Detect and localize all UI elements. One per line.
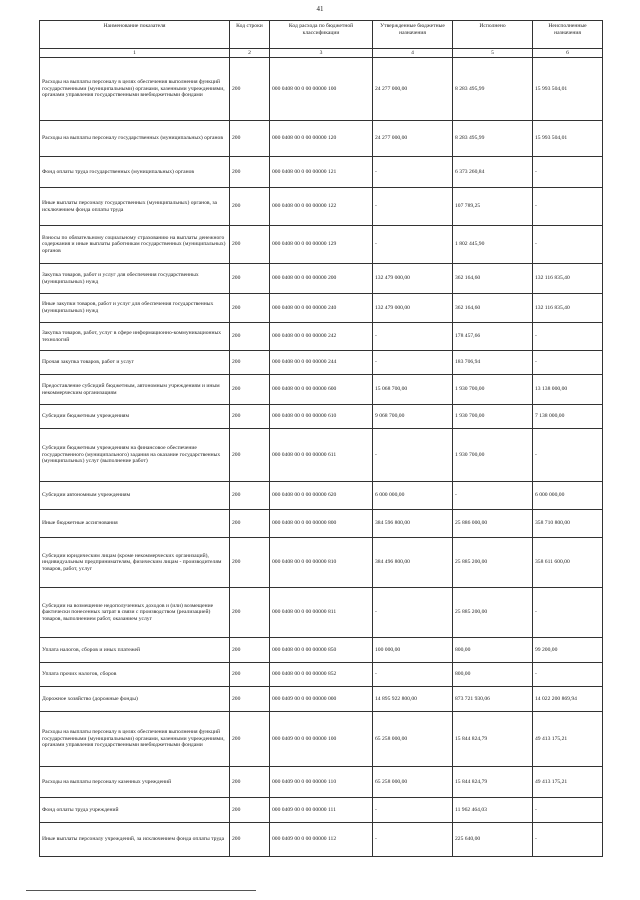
approved-value: -: [373, 323, 453, 351]
line-code: 200: [230, 121, 270, 157]
column-number: 5: [453, 49, 533, 58]
unexecuted-value: -: [533, 663, 603, 687]
executed-value: 11 962 464,03: [453, 798, 533, 823]
approved-value: 384 596 800,00: [373, 510, 453, 538]
approved-value: -: [373, 663, 453, 687]
unexecuted-value: 132 116 835,40: [533, 294, 603, 323]
table-row: [40, 482, 603, 510]
approved-value: 132 479 000,00: [373, 264, 453, 294]
executed-value: 107 789,25: [453, 188, 533, 226]
line-code: 200: [230, 375, 270, 405]
indicator-name: Субсидии бюджетным учреждениям: [40, 405, 230, 429]
executed-value: 362 164,60: [453, 264, 533, 294]
column-number: 2: [230, 49, 270, 58]
approved-value: -: [373, 429, 453, 482]
header-unexecuted: Неисполненные назначения: [533, 21, 603, 49]
indicator-name: Иные бюджетные ассигнования: [40, 510, 230, 538]
indicator-name: Расходы на выплаты персоналу государственных (муниципальных) органов: [40, 121, 230, 157]
expense-code: 000 0408 00 0 00 00000 240: [270, 294, 373, 323]
approved-value: -: [373, 188, 453, 226]
executed-value: 362 164,60: [453, 294, 533, 323]
expense-code: 000 0408 00 0 00 00000 129: [270, 226, 373, 264]
approved-value: 65 258 000,00: [373, 767, 453, 798]
indicator-name: Субсидии автономным учреждениям: [40, 482, 230, 510]
expense-code: 000 0408 00 0 00 00000 610: [270, 405, 373, 429]
line-code: 200: [230, 823, 270, 857]
line-code: 200: [230, 798, 270, 823]
executed-value: 8 283 495,99: [453, 58, 533, 121]
expense-code: 000 0408 00 0 00 00000 811: [270, 588, 373, 638]
unexecuted-value: 49 413 175,21: [533, 767, 603, 798]
approved-value: -: [373, 798, 453, 823]
indicator-name: Взносы по обязательному социальному страхованию на выплаты денежного содержания и иные выплаты работникам государственных (муниципальных) органов: [40, 226, 230, 264]
column-number-row: [40, 49, 603, 58]
table-row: [40, 405, 603, 429]
table-row: [40, 58, 603, 121]
executed-value: 183 706,94: [453, 351, 533, 375]
header-approved: Утвержденные бюджетные назначения: [373, 21, 453, 49]
indicator-name: Фонд оплаты труда учреждений: [40, 798, 230, 823]
expense-code: 000 0409 00 0 00 00000 000: [270, 687, 373, 712]
column-number: 1: [40, 49, 230, 58]
unexecuted-value: 358 611 600,00: [533, 538, 603, 588]
approved-value: 14 895 922 800,00: [373, 687, 453, 712]
bottom-rule: [26, 890, 256, 891]
executed-value: 25 885 200,00: [453, 588, 533, 638]
table-row: [40, 510, 603, 538]
table-row: [40, 588, 603, 638]
column-number: 4: [373, 49, 453, 58]
executed-value: 15 844 824,79: [453, 712, 533, 767]
executed-value: 25 886 000,00: [453, 510, 533, 538]
unexecuted-value: -: [533, 588, 603, 638]
executed-value: 1 930 700,00: [453, 405, 533, 429]
line-code: 200: [230, 58, 270, 121]
unexecuted-value: -: [533, 823, 603, 857]
executed-value: 225 640,00: [453, 823, 533, 857]
executed-value: 178 457,66: [453, 323, 533, 351]
expense-code: 000 0409 00 0 00 00000 112: [270, 823, 373, 857]
line-code: 200: [230, 538, 270, 588]
indicator-name: Дорожное хозяйство (дорожные фонды): [40, 687, 230, 712]
approved-value: -: [373, 588, 453, 638]
unexecuted-value: -: [533, 188, 603, 226]
table-row: [40, 429, 603, 482]
indicator-name: Иные выплаты персоналу учреждений, за исключением фонда оплаты труда: [40, 823, 230, 857]
indicator-name: Закупка товаров, работ и услуг для обеспечения государственных (муниципальных) нужд: [40, 264, 230, 294]
unexecuted-value: 49 413 175,21: [533, 712, 603, 767]
line-code: 200: [230, 405, 270, 429]
column-number: 3: [270, 49, 373, 58]
table-row: [40, 121, 603, 157]
executed-value: 873 721 930,06: [453, 687, 533, 712]
unexecuted-value: 14 022 200 869,94: [533, 687, 603, 712]
line-code: 200: [230, 588, 270, 638]
line-code: 200: [230, 264, 270, 294]
indicator-name: Прочая закупка товаров, работ и услуг: [40, 351, 230, 375]
table-row: [40, 294, 603, 323]
expense-code: 000 0408 00 0 00 00000 620: [270, 482, 373, 510]
table-row: [40, 823, 603, 857]
table-row: [40, 687, 603, 712]
unexecuted-value: -: [533, 323, 603, 351]
line-code: 200: [230, 663, 270, 687]
table-row: [40, 767, 603, 798]
expense-code: 000 0408 00 0 00 00000 120: [270, 121, 373, 157]
executed-value: 800,00: [453, 638, 533, 663]
line-code: 200: [230, 638, 270, 663]
line-code: 200: [230, 712, 270, 767]
line-code: 200: [230, 510, 270, 538]
approved-value: 384 496 800,00: [373, 538, 453, 588]
unexecuted-value: -: [533, 429, 603, 482]
table-row: [40, 323, 603, 351]
indicator-name: Субсидии бюджетным учреждениям на финансовое обеспечение государственного (муниципального) задания на оказание государственных (муниципальных) услуг (выполнение работ): [40, 429, 230, 482]
indicator-name: Иные выплаты персоналу государственных (муниципальных) органов, за исключением фонда оплаты труда: [40, 188, 230, 226]
expense-code: 000 0408 00 0 00 00000 121: [270, 157, 373, 188]
expense-code: 000 0408 00 0 00 00000 600: [270, 375, 373, 405]
unexecuted-value: 99 200,00: [533, 638, 603, 663]
indicator-name: Расходы на выплаты персоналу в целях обеспечения выполнения функций государственными (муниципальными) органами, казенными учреждениями, органами управления государственными внебюджетными фондами: [40, 58, 230, 121]
executed-value: 25 885 200,00: [453, 538, 533, 588]
indicator-name: Закупка товаров, работ, услуг в сфере информационно-коммуникационных технологий: [40, 323, 230, 351]
line-code: 200: [230, 351, 270, 375]
executed-value: 1 930 700,00: [453, 429, 533, 482]
approved-value: 6 000 000,00: [373, 482, 453, 510]
header-executed: Исполнено: [453, 21, 533, 49]
header-indicator-name: Наименование показателя: [40, 21, 230, 49]
line-code: 200: [230, 687, 270, 712]
expense-code: 000 0408 00 0 00 00000 100: [270, 58, 373, 121]
approved-value: -: [373, 226, 453, 264]
unexecuted-value: 13 138 000,00: [533, 375, 603, 405]
executed-value: 800,00: [453, 663, 533, 687]
approved-value: 15 068 700,00: [373, 375, 453, 405]
line-code: 200: [230, 482, 270, 510]
unexecuted-value: 15 993 504,01: [533, 121, 603, 157]
unexecuted-value: 6 000 000,00: [533, 482, 603, 510]
table-row: [40, 538, 603, 588]
indicator-name: Уплата налогов, сборов и иных платежей: [40, 638, 230, 663]
executed-value: -: [453, 482, 533, 510]
executed-value: 8 283 495,99: [453, 121, 533, 157]
approved-value: 100 000,00: [373, 638, 453, 663]
table-row: [40, 351, 603, 375]
table-row: [40, 226, 603, 264]
approved-value: 65 258 000,00: [373, 712, 453, 767]
expense-code: 000 0408 00 0 00 00000 810: [270, 538, 373, 588]
unexecuted-value: -: [533, 226, 603, 264]
approved-value: -: [373, 157, 453, 188]
line-code: 200: [230, 767, 270, 798]
expense-code: 000 0408 00 0 00 00000 244: [270, 351, 373, 375]
approved-value: 9 068 700,00: [373, 405, 453, 429]
budget-execution-table: [39, 20, 603, 857]
expense-code: 000 0408 00 0 00 00000 852: [270, 663, 373, 687]
unexecuted-value: -: [533, 351, 603, 375]
unexecuted-value: -: [533, 157, 603, 188]
expense-code: 000 0408 00 0 00 00000 242: [270, 323, 373, 351]
approved-value: -: [373, 823, 453, 857]
indicator-name: Субсидии юридическим лицам (кроме некоммерческих организаций), индивидуальным предпринимателям, физическим лицам - производителям товаров, работ, услуг: [40, 538, 230, 588]
table-row: [40, 157, 603, 188]
header-expense-code: Код расхода по бюджетной классификации: [270, 21, 373, 49]
unexecuted-value: 7 138 000,00: [533, 405, 603, 429]
approved-value: -: [373, 351, 453, 375]
table-row: [40, 188, 603, 226]
executed-value: 15 844 824,79: [453, 767, 533, 798]
expense-code: 000 0408 00 0 00 00000 800: [270, 510, 373, 538]
line-code: 200: [230, 157, 270, 188]
indicator-name: Фонд оплаты труда государственных (муниципальных) органов: [40, 157, 230, 188]
line-code: 200: [230, 429, 270, 482]
table-row: [40, 712, 603, 767]
expense-code: 000 0409 00 0 00 00000 110: [270, 767, 373, 798]
table-row: [40, 663, 603, 687]
expense-code: 000 0409 00 0 00 00000 111: [270, 798, 373, 823]
approved-value: 24 277 000,00: [373, 58, 453, 121]
executed-value: 1 802 445,90: [453, 226, 533, 264]
header-line-code: Код строки: [230, 21, 270, 49]
unexecuted-value: -: [533, 798, 603, 823]
table-row: [40, 798, 603, 823]
approved-value: 132 479 000,00: [373, 294, 453, 323]
table-row: [40, 638, 603, 663]
line-code: 200: [230, 323, 270, 351]
indicator-name: Субсидии на возмещение недополученных доходов и (или) возмещение фактически понесенных затрат в связи с производством (реализацией) товаров, выполнением работ, оказанием услуг: [40, 588, 230, 638]
indicator-name: Уплата прочих налогов, сборов: [40, 663, 230, 687]
line-code: 200: [230, 188, 270, 226]
expense-code: 000 0408 00 0 00 00000 122: [270, 188, 373, 226]
page-number: 41: [316, 5, 324, 13]
expense-code: 000 0409 00 0 00 00000 100: [270, 712, 373, 767]
approved-value: 24 277 000,00: [373, 121, 453, 157]
expense-code: 000 0408 00 0 00 00000 850: [270, 638, 373, 663]
expense-code: 000 0408 00 0 00 00000 200: [270, 264, 373, 294]
line-code: 200: [230, 226, 270, 264]
indicator-name: Расходы на выплаты персоналу в целях обеспечения выполнения функций государственными (муниципальными) органами, казенными учреждениями, органами управления государственными внебюджетными фондами: [40, 712, 230, 767]
table-row: [40, 375, 603, 405]
indicator-name: Иные закупки товаров, работ и услуг для обеспечения государственных (муниципальных) нужд: [40, 294, 230, 323]
indicator-name: Расходы на выплаты персоналу казенных учреждений: [40, 767, 230, 798]
column-number: 6: [533, 49, 603, 58]
executed-value: 1 930 700,00: [453, 375, 533, 405]
table-row: [40, 264, 603, 294]
executed-value: 6 373 260,84: [453, 157, 533, 188]
unexecuted-value: 358 710 800,00: [533, 510, 603, 538]
line-code: 200: [230, 294, 270, 323]
unexecuted-value: 15 993 504,01: [533, 58, 603, 121]
header-row: [40, 21, 603, 49]
expense-code: 000 0408 00 0 00 00000 611: [270, 429, 373, 482]
indicator-name: Предоставление субсидий бюджетным, автономным учреждениям и иным некоммерческим организациям: [40, 375, 230, 405]
unexecuted-value: 132 116 835,40: [533, 264, 603, 294]
